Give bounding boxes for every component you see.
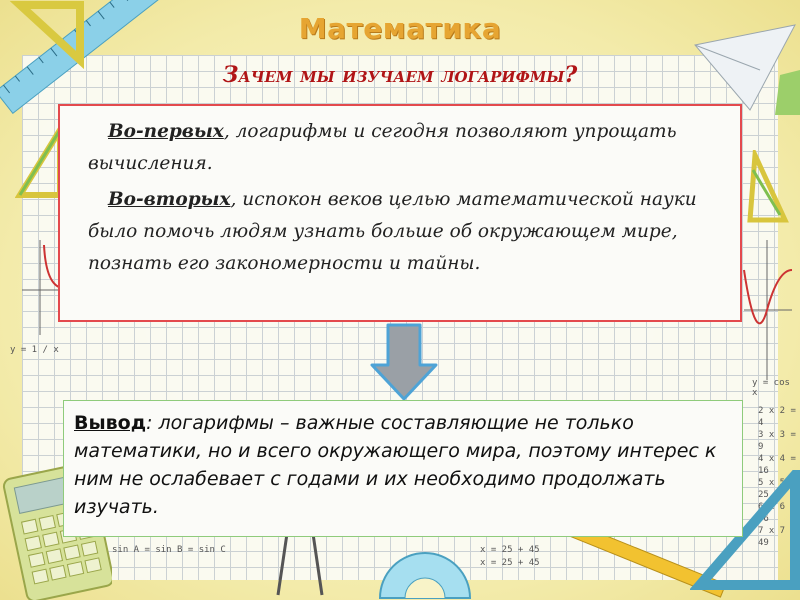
formula-left: y = 1 / x	[10, 345, 59, 355]
formula-bottom-1: sin A = sin B = sin C	[112, 545, 226, 555]
conclusion-box	[63, 400, 743, 537]
reason-second	[88, 184, 714, 280]
reason-second-text: , испокон веков целью математической науки было помочь людям узнать больше об окружающем мире, познать его закономерности и тайны.	[88, 189, 697, 274]
formula-right-cos: y = cos x	[752, 378, 790, 398]
reason-first	[88, 116, 714, 180]
reason-first-text: , логарифмы и сегодня позволяют упрощать вычисления.	[88, 121, 677, 174]
conclusion-text: : логарифмы – важные составляющие не только математики, но и всего окружающего мира, поэтому интерес к ним не ослабевает с годами и их необходимо продолжать изучать.	[74, 412, 717, 518]
down-arrow-icon	[368, 323, 440, 403]
conclusion-lead: Вывод	[74, 412, 147, 434]
formula-bottom-3: x = 25 + 45	[480, 558, 540, 568]
slide-title: Математика	[298, 12, 502, 45]
formula-bottom-2: x = 25 + 45	[480, 545, 540, 555]
hyperbola-graph	[22, 240, 62, 340]
multiplication-table: 2 x 2 = 4 3 x 3 = 9 4 x 4 = 16 5 x 5 = 25 6 x 6 = 36 7 x 7 = 49	[758, 406, 796, 548]
reason-first-lead: Во-первых	[108, 121, 224, 142]
triangle-right	[745, 150, 790, 225]
cosine-graph	[742, 240, 792, 380]
reason-second-lead: Во-вторых	[108, 189, 231, 210]
slide-subtitle: Зачем мы изучаем логарифмы?	[222, 62, 578, 88]
reasons-box	[58, 104, 742, 322]
